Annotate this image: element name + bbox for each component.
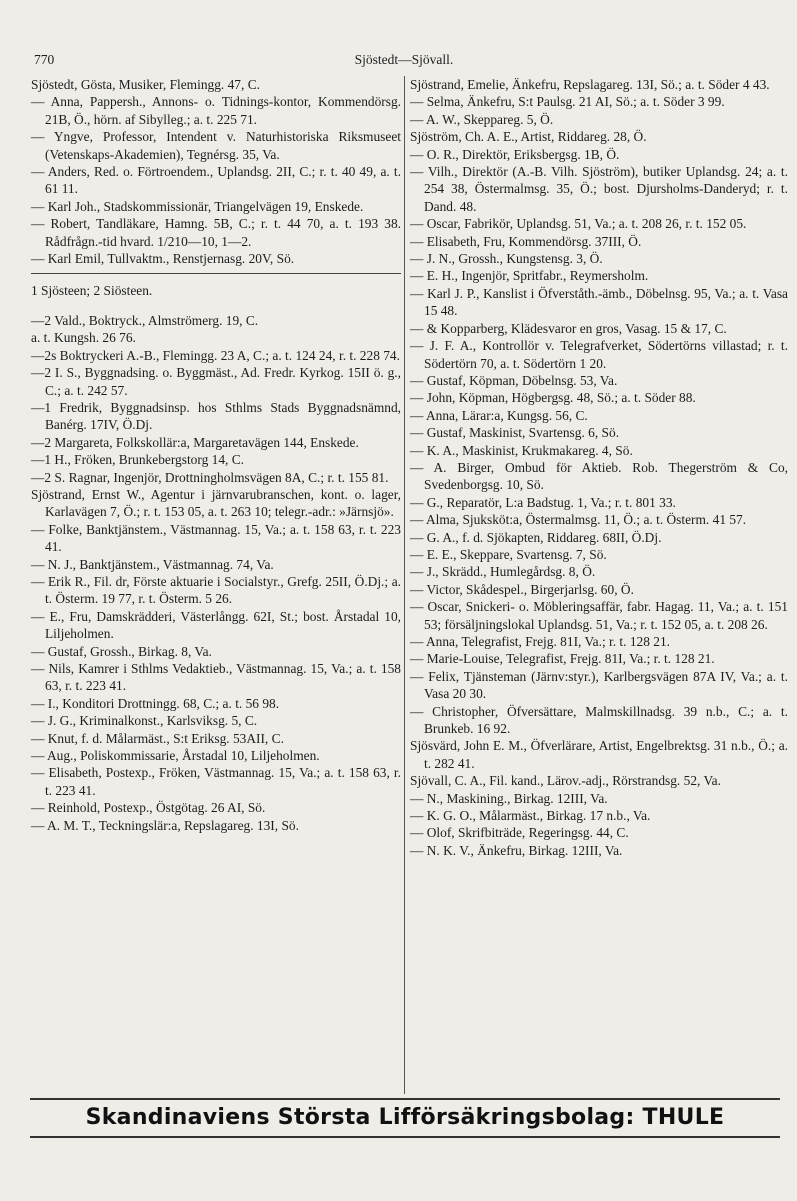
directory-entry: — Robert, Tandläkare, Hamng. 5B, C.; r. t. 44 70, a. t. 193 38. Rådfrågn.-tid hvard. 1/210—10, 1—2. [31,216,401,249]
directory-entry: — Vilh., Direktör (A.-B. Vilh. Sjöström), butiker Uplandsg. 24; a. t. 254 38, Östermalmsg. 35, Ö.; bost. Djursholms-Danderyd; r. t. Dand. 48. [410,164,788,214]
directory-entry: — Reinhold, Postexp., Östgötag. 26 AI, Sö. [31,800,266,816]
directory-entry: Sjöstedt, Gösta, Musiker, Flemingg. 47, C. [31,77,260,92]
directory-entry: — Karl Joh., Stadskommissionär, Triangelvägen 19, Enskede. [31,198,364,214]
directory-entry: — Aug., Poliskommissarie, Årstadal 10, Liljeholmen. [31,748,320,764]
directory-entry: —2 S. Ragnar, Ingenjör, Drottningholmsvägen 8A, C.; r. t. 155 81. [31,469,389,485]
directory-entry: —2s Boktryckeri A.-B., Flemingg. 23 A, C.; a. t. 124 24, r. t. 228 74. [31,347,400,363]
directory-entry: — Elisabeth, Fru, Kommendörsg. 37III, Ö. [410,233,642,249]
directory-entry: —2 Vald., Boktryck., Almströmerg. 19, C. [31,312,259,328]
advertisement-rule-top [30,1098,780,1100]
directory-entry: Sjöström, Ch. A. E., Artist, Riddareg. 28, Ö. [410,129,647,145]
directory-entry: —2 Margareta, Folkskollär:a, Margaretavägen 144, Enskede. [31,434,359,450]
left-column [31,76,401,834]
page-number: 770 [34,52,55,67]
directory-entry: — Nils, Kamrer i Sthlms Vedaktieb., Västmannag. 15, Va.; a. t. 158 63, r. t. 223 41. [31,661,401,694]
directory-entry: — Christopher, Öfversättare, Malmskillnadsg. 39 n.b., C.; a. t. Brunkeb. 16 92. [410,703,788,737]
directory-entry: — Karl Emil, Tullvaktm., Renstjernasg. 20V, Sö. [31,251,295,267]
section-heading: 1 Sjösteen; 2 Siösteen. [31,283,153,299]
directory-entry: — G. A., f. d. Sjökapten, Riddareg. 68II, Ö.Dj. [410,529,662,545]
directory-entry: — J. G., Kriminalkonst., Karlsviksg. 5, C. [31,713,258,729]
directory-entry: — A. Birger, Ombud för Aktieb. Rob. Thegerström & Co, Svedenborgsg. 10, Sö. [410,459,788,493]
directory-entry: Sjövall, C. A., Fil. kand., Lärov.-adj., Rörstrandsg. 52, Va. [410,773,721,789]
directory-entry: Sjösvärd, John E. M., Öfverlärare, Artist, Engelbrektsg. 31 n.b., Ö.; a. t. 282 41. [410,738,788,771]
directory-entry: — A. W., Skeppareg. 5, Ö. [410,111,554,127]
page-header [34,48,774,72]
directory-entry: — Erik R., Fil. dr, Förste aktuarie i Socialstyr., Grefg. 25II, Ö.Dj.; a. t. Österm. 19 77, r. t. Österm. 5 26. [31,573,401,607]
directory-entry: — Anders, Red. o. Förtroendem., Uplandsg. 2II, C.; r. t. 40 49, a. t. 61 11. [31,164,401,197]
directory-entry: — Knut, f. d. Målarmäst., S:t Eriksg. 53AII, C. [31,730,284,746]
directory-entry: — E., Fru, Damskrädderi, Västerlångg. 62I, St.; bost. Årstadal 10, Liljeholmen. [31,608,401,642]
directory-entry: — J., Skrädd., Humlegårdsg. 8, Ö. [410,564,596,580]
advertisement-rule-bottom [30,1136,780,1138]
directory-entry: — G., Reparatör, L:a Badstug. 1, Va.; r. t. 801 33. [410,494,676,510]
directory-entry: — Selma, Änkefru, S:t Paulsg. 21 AI, Sö.; a. t. Söder 3 99. [410,94,725,110]
directory-entry: — E. E., Skeppare, Svartensg. 7, Sö. [410,546,607,562]
directory-entry: — Karl J. P., Kanslist i Öfverståth.-ämb., Döbelnsg. 95, Va.; a. t. Vasa 15 48. [410,285,788,319]
directory-entry: — N. J., Banktjänstem., Västmannag. 74, Va. [31,556,274,572]
directory-entry: —1 H., Fröken, Brunkebergstorg 14, C. [31,452,245,468]
directory-entry: a. t. Kungsh. 26 76. [31,330,136,346]
directory-entry: — Folke, Banktjänstem., Västmannag. 15, Va.; a. t. 158 63, r. t. 223 41. [31,521,401,555]
directory-entry: — Oscar, Fabrikör, Uplandsg. 51, Va.; a. t. 208 26, r. t. 152 05. [410,216,747,232]
directory-entry: — K. A., Maskinist, Krukmakareg. 4, Sö. [410,442,633,458]
directory-entry: — John, Köpman, Högbergsg. 48, Sö.; a. t. Söder 88. [410,390,696,406]
section-divider [31,273,401,274]
advertisement-banner: Skandinaviens Största Lifförsäkringsbolag: THULE [85,1105,725,1130]
directory-entry: — Gustaf, Maskinist, Svartensg. 6, Sö. [410,425,620,441]
directory-entry: — A. M. T., Teckningslär:a, Repslagareg. 13I, Sö. [31,817,299,833]
directory-entry: — Marie-Louise, Telegrafist, Frejg. 81I, Va.; r. t. 128 21. [410,651,715,667]
directory-entry: — O. R., Direktör, Eriksbergsg. 1B, Ö. [410,146,620,162]
directory-entry: — E. H., Ingenjör, Spritfabr., Reymersholm. [410,268,649,284]
directory-entry: —1 Fredrik, Byggnadsinsp. hos Sthlms Stads Byggnadsnämnd, Banérg. 17IV, Ö.Dj. [31,399,401,433]
directory-entry: — I., Konditori Drottningg. 68, C.; a. t. 56 98. [31,695,280,711]
directory-entry: —2 I. S., Byggnadsing. o. Byggmäst., Ad. Fredr. Kyrkog. 15II ö. g., C.; a. t. 242 57. [31,365,401,398]
directory-entry: — Victor, Skådespel., Birgerjarlsg. 60, Ö. [410,581,634,597]
directory-entry: — Anna, Telegrafist, Frejg. 81I, Va.; r. t. 128 21. [410,634,671,649]
directory-entry: — Elisabeth, Postexp., Fröken, Västmannag. 15, Va.; a. t. 158 63, r. t. 223 41. [31,765,401,798]
directory-entry: — Anna, Pappersh., Annons- o. Tidnings-kontor, Kommendörsg. 21B, Ö., hörn. af Sibylleg.; a. t. 225 71. [31,94,401,127]
directory-entry: — N., Maskining., Birkag. 12III, Va. [410,790,608,806]
directory-entry: — Alma, Sjuksköt:a, Östermalmsg. 11, Ö.; a. t. Österm. 41 57. [410,512,747,528]
directory-entry: — K. G. O., Målarmäst., Birkag. 17 n.b., Va. [410,808,651,824]
directory-entry: — Olof, Skrifbiträde, Regeringsg. 44, C. [410,825,629,841]
directory-entry: — & Kopparberg, Klädesvaror en gros, Vasag. 15 & 17, C. [410,320,727,336]
directory-entry: — J. N., Grossh., Kungstensg. 3, Ö. [410,251,603,267]
directory-entry: — Felix, Tjänsteman (Järnv:styr.), Karlbergsvägen 87A IV, Va.; a. t. Vasa 20 30. [410,668,788,702]
directory-entry: — Anna, Lärar:a, Kungsg. 56, C. [410,407,588,423]
directory-entry: — Yngve, Professor, Intendent v. Naturhistoriska Riksmuseet (Vetenskaps-Akademien), Tegnérsg. 35, Va. [31,129,401,162]
directory-entry: — Oscar, Snickeri- o. Möbleringsaffär, fabr. Hagag. 11, Va.; a. t. 151 53; försäljningslokal Uplandsg. 51, Va.; r. t. 152 05, a. t. 208 26. [410,599,788,632]
column-divider [404,76,405,1094]
directory-entry: — Gustaf, Grossh., Birkag. 8, Va. [31,643,212,659]
directory-entry: Sjöstrand, Ernst W., Agentur i järnvarubranschen, kont. o. lager, Karlavägen 7, Ö.; r. t. 153 05, a. t. 263 10; telegr.-adr.: »Järnsjö». [31,486,401,520]
right-column [410,76,788,859]
running-title: Sjöstedt—Sjövall. [354,52,454,67]
directory-entry: — J. F. A., Kontrollör v. Telegrafverket, Södertörns villastad; r. t. Södertörn 70, a. t. Södertörn 1 20. [410,338,788,371]
directory-entry: — N. K. V., Änkefru, Birkag. 12III, Va. [410,842,623,858]
directory-entry: Sjöstrand, Emelie, Änkefru, Repslagareg. 13I, Sö.; a. t. Söder 4 43. [410,77,770,92]
directory-entry: — Gustaf, Köpman, Döbelnsg. 53, Va. [410,372,618,388]
